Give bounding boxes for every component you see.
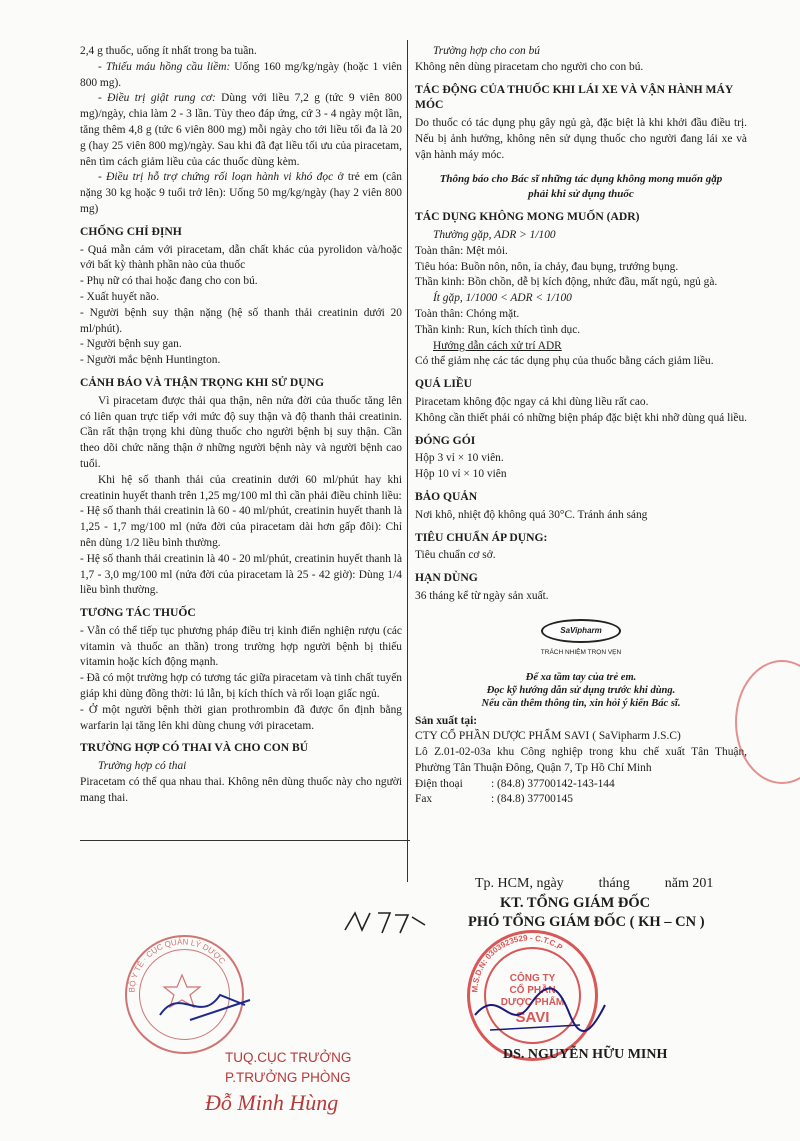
adr-line: Toàn thân: Chóng mặt. — [415, 307, 520, 320]
phone-row — [415, 777, 747, 793]
storage-text: Nơi khô, nhiệt độ không quá 30°C. Tránh ánh sáng — [415, 508, 648, 521]
adr-guide-text: Có thể giảm nhẹ các tác dụng phụ của thuốc bằng cách giảm liều. — [415, 355, 714, 368]
heading-overdose: QUÁ LIỀU — [415, 377, 473, 391]
heading-packaging: ĐÓNG GÓI — [415, 433, 476, 447]
phone-label: Điện thoại — [415, 777, 463, 790]
ask-doctor: Nếu cần thêm thông tin, xin hỏi ý kiến Bác sĩ. — [481, 697, 681, 709]
signer-name: DS. NGUYỄN HỮU MINH — [503, 1047, 668, 1062]
adr-line: Toàn thân: Mệt mỏi. — [415, 244, 508, 257]
adr-notice: Thông báo cho Bác sĩ những tác dụng không mong muốn gặp phải khi sử dụng thuốc — [439, 172, 723, 201]
svg-text:M.S.D.N: 0303923529 - C.T.C.P: M.S.D.N: 0303923529 - C.T.C.P — [470, 933, 565, 993]
svg-text:BỘ Y TẾ · CỤC QUẢN LÝ DƯỢC: BỘ Y TẾ · CỤC QUẢN LÝ DƯỢC — [127, 937, 227, 993]
heading-adr: TÁC DỤNG KHÔNG MONG MUỐN (ADR) — [415, 210, 640, 224]
ministry-title-2: P.TRƯỞNG PHÒNG — [225, 1070, 351, 1085]
adr-guide-heading: Hướng dẫn cách xử trí ADR — [433, 339, 562, 352]
lactation-subheading: Trường hợp cho con bú — [433, 45, 540, 57]
heading-storage: BẢO QUẢN — [415, 489, 478, 503]
dosage-dyslexia-text: ở trẻ em (cân nặng 30 kg hoặc 9 tuổi trở lên): Uống 50 mg/kg/ngày (hay 2 viên 800 mg) — [80, 171, 402, 215]
interaction-item: - Ở một người bệnh thời gian prothrombin đã được ổn định bằng warfarin lại tăng lên khi dùng chung với piracetam. — [80, 703, 402, 732]
contra-item: - Người mắc bệnh Huntington. — [80, 354, 221, 367]
packaging-item: Hộp 3 vỉ × 10 viên. — [415, 452, 504, 465]
stamp-type: CỔ PHẦN — [509, 985, 556, 996]
warning-text: Khi hệ số thanh thải của creatinin dưới 60 ml/phút hay khi creatinin huyết thanh trên 1,25 mg/100 ml thì cần phải điều chỉnh liều: — [80, 473, 402, 502]
dosage-sickle-text: Uống 160 mg/kg/ngày (hoặc 1 viên 800 mg). — [80, 60, 402, 89]
heading-driving: TÁC ĐỘNG CỦA THUỐC KHI LÁI XE VÀ VẬN HÀNH MÁY MÓC — [415, 82, 733, 112]
dosage-dyslexia-label: - Điều trị hỗ trợ chứng rối loạn hành vi khó đọc — [98, 171, 334, 184]
child-warning: Để xa tầm tay của trẻ em. — [525, 671, 637, 683]
heading-warnings: CẢNH BÁO VÀ THẬN TRỌNG KHI SỬ DỤNG — [80, 375, 325, 389]
warning-text: Vì piracetam được thải qua thận, nên nửa đời của thuốc tăng lên có liên quan trực tiếp với mức độ suy thận và độ thanh thải creatinin. Cần rất thận trọng khi dùng thuốc cho người bệnh bị suy thận. Cần theo dõi chức năng thận ở những người bệnh này và người bệnh cao tuổi. — [80, 394, 402, 470]
overdose-text: Piracetam không độc ngay cả khi dùng liều rất cao. — [415, 395, 649, 408]
adr-rare-label: Ít gặp, 1/1000 < ADR < 1/100 — [433, 292, 572, 305]
heading-contraindications: CHỐNG CHỈ ĐỊNH — [80, 224, 182, 238]
phone-value: : (84.8) 37700142-143-144 — [491, 777, 615, 790]
contra-item: - Phụ nữ có thai hoặc đang cho con bú. — [80, 275, 258, 288]
date-line: Tp. HCM, ngày tháng năm 201 — [475, 876, 714, 891]
driving-text: Do thuốc có tác dụng phụ gây ngủ gà, đặc biệt là khi khởi đầu điều trị. Nếu bị ảnh hưởng, không nên sử dụng thuốc cho người đang lái xe và vận hành máy móc. — [415, 117, 747, 161]
manufacturer-address: Lô Z.01-02-03a khu Công nghiệp trong khu chế xuất Tân Thuận, Phường Tân Thuận Đông, Quận 7, Tp Hồ Chí Minh — [415, 746, 747, 774]
adr-line: Tiêu hóa: Buồn nôn, nôn, ỉa chảy, đau bụng, trướng bụng. — [415, 260, 679, 273]
dosage-sickle — [80, 60, 402, 92]
contra-item: - Xuất huyết não. — [80, 290, 160, 303]
stamp-company: CÔNG TY — [509, 973, 556, 984]
column-divider — [407, 40, 408, 882]
manufacturer-label: Sản xuất tại: — [415, 714, 478, 727]
contra-item: - Người bệnh suy gan. — [80, 338, 182, 351]
warning-text: - Hệ số thanh thải creatinin là 60 - 40 ml/phút, creatinin huyết thanh là 1,25 - 1,7 mg/100 ml (nửa đời của piracetam dài hơn gấp đôi): Chỉ nên dùng 1/2 liều bình thường. — [80, 505, 402, 549]
expiry-text: 36 tháng kể từ ngày sản xuất. — [415, 589, 549, 602]
right-column — [415, 44, 747, 808]
pregnancy-text: Piracetam có thể qua nhau thai. Không nên dùng thuốc này cho người mang thai. — [80, 776, 402, 804]
dosage-myoclonus-label: - Điều trị giật rung cơ: — [98, 92, 216, 105]
packaging-item: Hộp 10 vỉ × 10 viên — [415, 468, 507, 481]
manufacturer-name: CTY CỔ PHẦN DƯỢC PHẨM SAVI ( SaVipharm J.S.C) — [415, 730, 681, 743]
heading-pregnancy: TRƯỜNG HỢP CÓ THAI VÀ CHO CON BÚ — [80, 741, 309, 755]
adr-common-label: Thường gặp, ADR > 1/100 — [433, 228, 556, 241]
adr-line: Thần kinh: Bồn chồn, dễ bị kích động, nhức đầu, mất ngủ, ngủ gà. — [415, 276, 718, 289]
interaction-item: - Đã có một trường hợp có tương tác giữa piracetam và tinh chất tuyến giáp khi dùng đồng thời: lú lẫn, bị kích thích và rối loạn giấc ngủ. — [80, 672, 402, 701]
signer-title-1: KT. TỔNG GIÁM ĐỐC — [500, 895, 651, 911]
pregnancy-subheading: Trường hợp có thai — [98, 760, 187, 773]
read-instructions: Đọc kỹ hướng dẫn sử dụng trước khi dùng. — [486, 684, 676, 696]
savipharm-logo: SaVipharm — [541, 619, 621, 643]
standard-text: Tiêu chuẩn cơ sở. — [415, 549, 496, 562]
left-column — [80, 44, 402, 807]
heading-expiry: HẠN DÙNG — [415, 571, 478, 585]
dosage-sickle-label: - Thiếu máu hồng cầu liềm: — [98, 60, 231, 73]
adr-line: Thần kinh: Run, kích thích tình dục. — [415, 323, 581, 336]
signature-scribble — [470, 975, 610, 1045]
stamp-name: SAVI — [515, 1009, 550, 1026]
heading-interactions: TƯƠNG TÁC THUỐC — [80, 606, 196, 620]
dosage-myoclonus — [80, 91, 402, 170]
dosage-myoclonus-text: Dùng với liều 7,2 g (tức 9 viên 800 mg)/ngày, chia làm 2 - 3 lần. Tùy theo đáp ứng, cứ 3 - 4 ngày một lần, tăng thêm 4,8 g (tức 6 viên 800 mg) mỗi ngày cho tới liều tối đa là 20 g (hay 25 viên 800 mg)/ngày. Sau khi đã đạt liều tối ưu của piracetam, nên tìm cách giảm liều của các thuốc dùng kèm. — [80, 92, 403, 168]
dosage-dyslexia — [80, 170, 402, 217]
heading-standard: TIÊU CHUẨN ÁP DỤNG: — [415, 530, 548, 544]
overdose-text: Không cần thiết phải có những biện pháp đặc biệt khi nhỡ dùng quá liều. — [415, 411, 748, 424]
warning-text: - Hệ số thanh thải creatinin là 40 - 20 ml/phút, creatinin huyết thanh là 1,7 - 3,0 mg/100 ml (nửa đời của piracetam là 25 - 42 giờ): Dùng 1/4 liều bình thường. — [80, 552, 402, 597]
ministry-signature — [150, 980, 260, 1030]
ministry-title-1: TUQ.CỤC TRƯỞNG — [225, 1050, 352, 1065]
fax-row — [415, 792, 747, 808]
logo-tagline: TRÁCH NHIỆM TRỌN VẸN — [540, 648, 622, 656]
bottom-rule — [80, 840, 410, 841]
contra-item: - Người bệnh suy thận nặng (hệ số thanh thải creatinin dưới 20 ml/phút). — [80, 306, 402, 335]
handwritten-mark — [340, 905, 430, 940]
signer-title-2: PHÓ TỔNG GIÁM ĐỐC ( KH – CN ) — [468, 914, 705, 930]
stamp-field: DƯỢC PHẨM — [500, 997, 565, 1008]
fax-value: : (84.8) 37700145 — [491, 793, 573, 806]
interaction-item: - Vẫn có thể tiếp tục phương pháp điều trị kinh điển nghiện rượu (các vitamin và thuốc an thần) trong trường hợp người bệnh bị thiếu vitamin hoặc kích động mạnh. — [80, 624, 402, 669]
dosage-text: 2,4 g thuốc, uống ít nhất trong ba tuần. — [80, 45, 257, 57]
ministry-signer-name: Đỗ Minh Hùng — [205, 1090, 339, 1115]
fax-label: Fax — [415, 793, 433, 806]
contra-item: - Quá mẫn cảm với piracetam, dẫn chất khác của pyrolidon và/hoặc với bất kỳ thành phần nào của thuốc — [80, 243, 402, 272]
lactation-text: Không nên dùng piracetam cho người cho con bú. — [415, 60, 644, 73]
